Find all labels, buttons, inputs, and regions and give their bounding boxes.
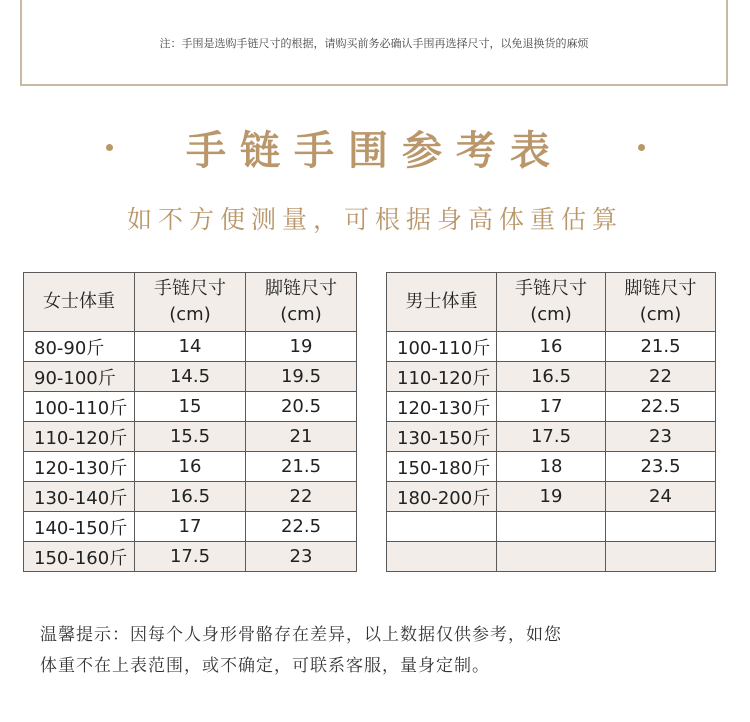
anklet-size-cell: 19.5 <box>246 362 357 392</box>
table-row <box>24 332 357 362</box>
table-row <box>387 512 716 542</box>
women-header-anklet: 脚链尺寸 (cm) <box>246 273 357 332</box>
anklet-size-cell <box>606 542 716 572</box>
anklet-size-cell: 21.5 <box>246 452 357 482</box>
anklet-size-cell: 19 <box>246 332 357 362</box>
men-header-bracelet: 手链尺寸 (cm) <box>497 273 606 332</box>
weight-cell: 150-180斤 <box>387 452 497 482</box>
anklet-size-cell: 21.5 <box>606 332 716 362</box>
weight-cell: 130-150斤 <box>387 422 497 452</box>
bracelet-size-cell: 17 <box>135 512 246 542</box>
tips-line-2: 体重不在上表范围，或不确定，可联系客服，量身定制。 <box>40 656 490 676</box>
table-header-row <box>387 273 716 332</box>
bracelet-size-cell: 17 <box>497 392 606 422</box>
weight-cell: 120-130斤 <box>387 392 497 422</box>
men-size-table <box>386 272 716 572</box>
weight-cell: 120-130斤 <box>24 452 135 482</box>
bracelet-size-cell <box>497 512 606 542</box>
women-header-bracelet: 手链尺寸 (cm) <box>135 273 246 332</box>
table-row <box>24 362 357 392</box>
table-row <box>24 392 357 422</box>
title-dot-right-icon <box>638 144 645 151</box>
weight-cell: 100-110斤 <box>387 332 497 362</box>
women-header-weight: 女士体重 <box>24 273 135 332</box>
anklet-size-cell: 22 <box>246 482 357 512</box>
men-header-anklet: 脚链尺寸 (cm) <box>606 273 716 332</box>
weight-cell: 80-90斤 <box>24 332 135 362</box>
page-title: 手链手围参考表 <box>186 126 564 174</box>
bracelet-size-cell: 16 <box>497 332 606 362</box>
table-row <box>387 452 716 482</box>
weight-cell <box>387 512 497 542</box>
weight-cell: 140-150斤 <box>24 512 135 542</box>
table-row <box>387 332 716 362</box>
men-header-weight: 男士体重 <box>387 273 497 332</box>
weight-cell: 110-120斤 <box>387 362 497 392</box>
bracelet-size-cell: 16.5 <box>135 482 246 512</box>
table-row <box>387 362 716 392</box>
anklet-size-cell <box>606 512 716 542</box>
anklet-size-cell: 22.5 <box>606 392 716 422</box>
bracelet-size-cell: 16.5 <box>497 362 606 392</box>
weight-cell <box>387 542 497 572</box>
table-row <box>387 542 716 572</box>
weight-cell: 150-160斤 <box>24 542 135 572</box>
anklet-size-cell: 23.5 <box>606 452 716 482</box>
tips-line-1: 温馨提示：因每个人身形骨骼存在差异，以上数据仅供参考，如您 <box>40 625 562 645</box>
bracelet-size-cell: 17.5 <box>135 542 246 572</box>
table-row <box>387 482 716 512</box>
title-row <box>0 118 750 176</box>
anklet-size-cell: 21 <box>246 422 357 452</box>
anklet-size-cell: 23 <box>246 542 357 572</box>
table-row <box>387 422 716 452</box>
weight-cell: 100-110斤 <box>24 392 135 422</box>
title-dot-left-icon <box>106 144 113 151</box>
table-row <box>24 512 357 542</box>
anklet-size-cell: 23 <box>606 422 716 452</box>
bracelet-size-cell: 14.5 <box>135 362 246 392</box>
page-subtitle: 如不方便测量，可根据身高体重估算 <box>126 205 623 234</box>
table-row <box>24 482 357 512</box>
table-header-row <box>24 273 357 332</box>
women-table-body <box>24 332 357 572</box>
weight-cell: 110-120斤 <box>24 422 135 452</box>
bracelet-size-cell: 16 <box>135 452 246 482</box>
men-table-body <box>387 332 716 572</box>
bracelet-size-cell: 15.5 <box>135 422 246 452</box>
notice-text: 注：手围是选购手链尺寸的根据，请购买前务必确认手围再选择尺寸，以免退换货的麻烦 <box>159 37 589 50</box>
bracelet-size-cell: 15 <box>135 392 246 422</box>
weight-cell: 90-100斤 <box>24 362 135 392</box>
bracelet-size-cell: 19 <box>497 482 606 512</box>
anklet-size-cell: 24 <box>606 482 716 512</box>
anklet-size-cell: 22 <box>606 362 716 392</box>
weight-cell: 180-200斤 <box>387 482 497 512</box>
table-row <box>24 542 357 572</box>
table-row <box>387 392 716 422</box>
anklet-size-cell: 20.5 <box>246 392 357 422</box>
bracelet-size-cell: 17.5 <box>497 422 606 452</box>
anklet-size-cell: 22.5 <box>246 512 357 542</box>
table-row <box>24 452 357 482</box>
weight-cell: 130-140斤 <box>24 482 135 512</box>
tips-text <box>40 620 720 682</box>
bracelet-size-cell: 18 <box>497 452 606 482</box>
notice-box <box>20 0 728 86</box>
bracelet-size-cell <box>497 542 606 572</box>
table-row <box>24 422 357 452</box>
women-size-table <box>23 272 357 572</box>
bracelet-size-cell: 14 <box>135 332 246 362</box>
